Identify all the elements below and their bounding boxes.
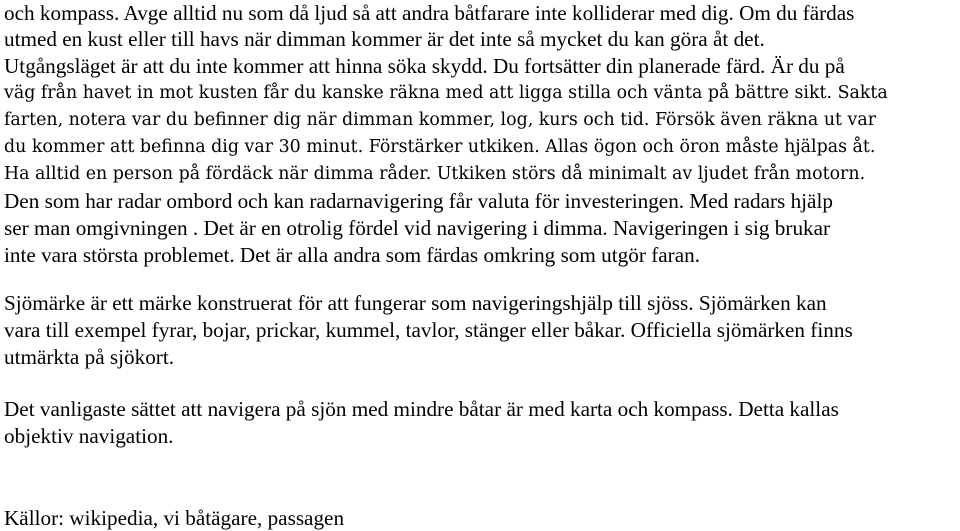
text-line: och kompass. Avge alltid nu som då ljud så att andra båtfarare inte kolliderar med dig. Om du färdas — [4, 1, 855, 25]
text-line: objektiv navigation. — [4, 424, 174, 448]
text-line: Sjömärke är ett märke konstruerat för att fungerar som navigeringshjälp till sjöss. Sjömärken kan — [4, 291, 827, 315]
text-line: utmärkta på sjökort. — [4, 345, 175, 369]
text-line: Ha alltid en person på fördäck när dimma råder. Utkiken störs då minimalt av ljudet från motorn. — [4, 164, 866, 184]
text-line: Den som har radar ombord och kan radarnavigering får valuta för investeringen. Med radars hjälp — [4, 189, 833, 213]
text-line: ser man omgivningen . Det är en otrolig fördel vid navigering i dimma. Navigeringen i sig brukar — [4, 216, 831, 240]
text-line: Utgångsläget är att du inte kommer att hinna söka skydd. Du fortsätter din planerade färd. Är du på — [4, 54, 845, 78]
text-line: utmed en kust eller till havs när dimman kommer är det inte så mycket du kan göra åt det. — [4, 27, 765, 51]
text-line: Det vanligaste sättet att navigera på sjön med mindre båtar är med karta och kompass. Detta kallas — [4, 397, 839, 421]
sources-line: Källor: wikipedia, vi båtägare, passagen — [4, 506, 345, 530]
text-line: väg från havet in mot kusten får du kanske räkna med att ligga stilla och vänta på bättre sikt. Sakta — [4, 83, 888, 103]
text-line: du kommer att befinna dig var 30 minut. Förstärker utkiken. Allas ögon och öron måste hjälpas åt. — [4, 137, 876, 157]
text-line: vara till exempel fyrar, bojar, prickar, kummel, tavlor, stänger eller båkar. Officiella sjömärken finns — [4, 318, 853, 342]
text-line: inte vara största problemet. Det är alla andra som färdas omkring som utgör faran. — [4, 243, 701, 267]
text-line: farten, notera var du befinner dig när dimman kommer, log, kurs och tid. Försök även räkna ut var — [4, 110, 877, 130]
